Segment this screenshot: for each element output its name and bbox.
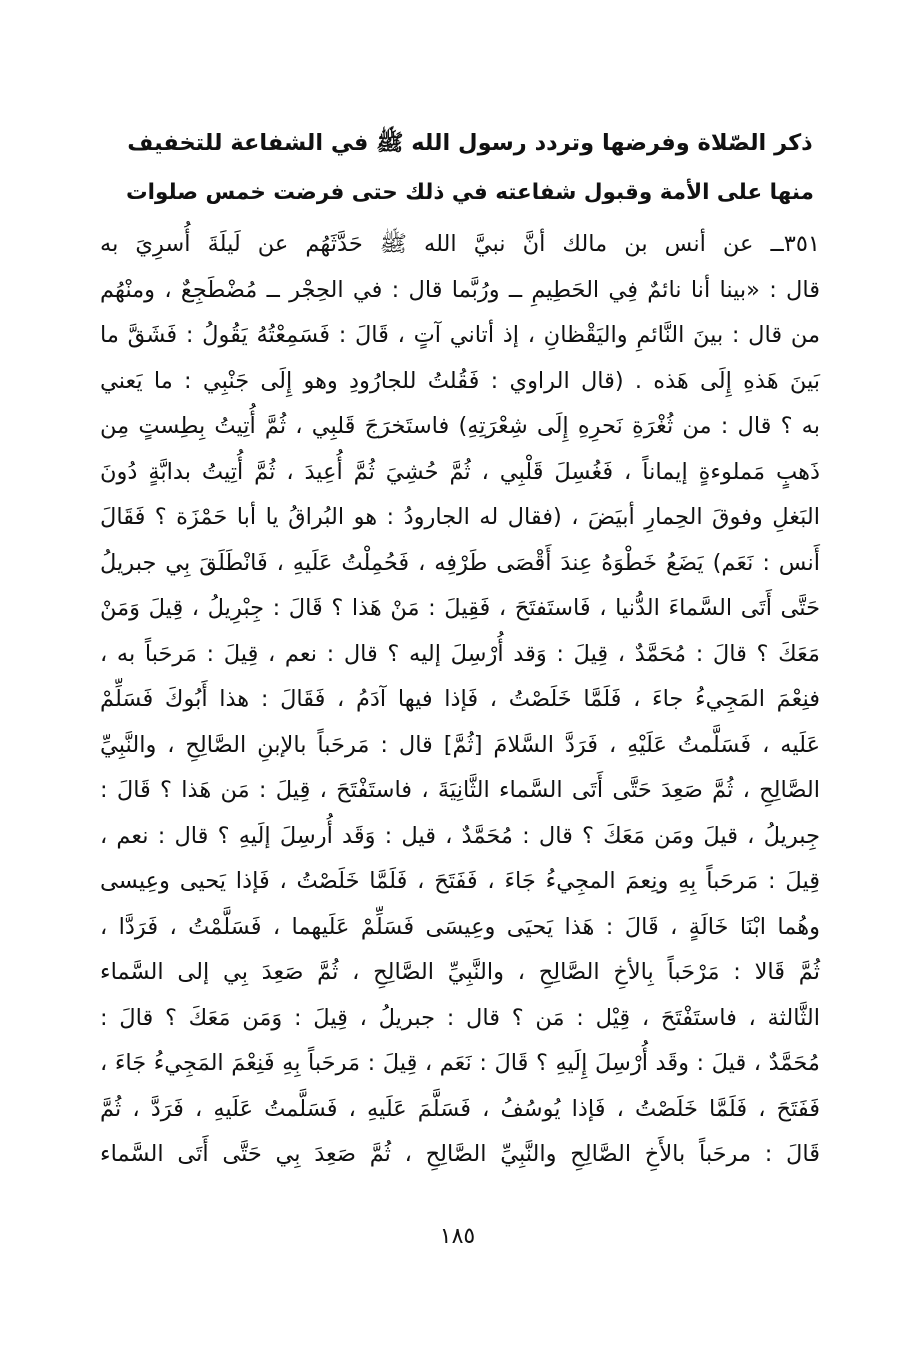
page-number: ١٨٥	[439, 1224, 476, 1249]
text-line: قَالَ : مرحَباً بالأَخِ الصَّالِحِ والنَّبِيِّ الصَّالِحِ ، ثُمَّ صَعِدَ بِي حَتَّى أَتَى السَّماء	[100, 1141, 820, 1167]
text-line: مَعَكَ ؟ قالَ : مُحَمَّدٌ ، قِيلَ : وَقد أُرْسِلَ إليه ؟ قال : نعم ، قِيلَ : مَرحَباً به ،	[100, 640, 820, 667]
text-line: قال : «بينا أنا نائمٌ فِي الحَطِيمِ ــ ورُبَّما قال : في الحِجْر ــ مُضْطَجِعٌ ، ومنْهُم	[100, 276, 820, 303]
text-line: بَينَ هَذهِ إِلَى هَذه . (قال الراوي : فَقُلتُ للجارُودِ وهو إِلَى جَنْبِي : ما يَعني	[100, 367, 820, 394]
text-line: أَنس : نَعَم) يَضَعُ خَطْوَهُ عِندَ أَقْصَى طَرْفِه ، فَحُمِلْتُ عَلَيهِ ، فَانْطَلَقَ بِي جبريلُ	[100, 549, 820, 576]
text-line: الثَّالثة ، فاستَفْتَحَ ، قِيْل : مَن ؟ قال : جبريلُ ، قِيلَ : وَمَن مَعَكَ ؟ قالَ :	[100, 1004, 820, 1031]
hadith-text	[100, 222, 820, 1178]
text-line: به ؟ قال : من ثُغْرَةِ نَحرِهِ إِلَى شِعْرَتِهِ) فاستَخرَجَ قَلبِي ، ثُمَّ أُتِيتُ بِطِستٍ مِن	[100, 413, 820, 439]
text-line: فَفَتَحَ ، فَلَمَّا خَلَصْتُ ، فَإذا يُوسُفُ ، فَسَلَّمَ عَلَيهِ ، فَسَلَّمتُ عَلَيهِ ، فَرَدَّ ، ثُمَّ	[100, 1095, 820, 1122]
heading-line: منها على الأمة وقبول شفاعته في ذلك حتى فرضت خمس صلوات	[126, 180, 814, 205]
text-line: حَتَّى أَتَى السَّماءَ الدُّنيا ، فَاستَفتَحَ ، فَقِيلَ : مَنْ هَذا ؟ قَالَ : جِبْرِيلُ ، قِيلَ وَمَنْ	[100, 595, 820, 621]
text-line: قِيلَ : مَرحَباً بِهِ ونِعمَ المجِيءُ جَاءَ ، فَفَتَحَ ، فَلَمَّا خَلَصْتُ ، فَإذا يَحيى وعِيسى	[100, 868, 820, 894]
text-line: جِبريلُ ، قيلَ ومَن مَعَكَ ؟ قال : مُحَمَّدٌ ، قيل : وَقَد أُرسِلَ إلَيهِ ؟ قال : نعم ،	[100, 822, 820, 849]
text-line: ٣٥١ــ عن أنس بن مالك أنَّ نبيَّ الله ﷺ حَدَّثَهُم عن لَيلَةَ أُسرِيَ به	[100, 231, 820, 257]
text-line: ذَهبٍ مَملوءةٍ إيماناً ، فَغُسِلَ قَلْبِي ، ثُمَّ حُشِيَ ثُمَّ أُعِيدَ ، ثُمَّ أُتِيتُ بدابَّةٍ دُونَ	[100, 458, 820, 485]
text-line: من قال : بينَ النَّائمِ واليَقْظانِ ، إذ أتاني آتٍ ، قَالَ : فَسَمِعْتُهُ يَقُولُ : فَشَقَّ ما	[100, 322, 820, 348]
text-line: مُحَمَّدٌ ، قيلَ : وقَد أُرْسِلَ إِلَيهِ ؟ قَالَ : نَعَم ، قِيلَ : مَرحَباً بِهِ فَنِعْمَ المَجِيءُ جَاءَ ،	[100, 1050, 820, 1076]
text-line: فنِعْمَ المَجِيءُ جاءَ ، فَلَمَّا خَلَصْتُ ، فَإذا فيها آدَمُ ، فَقَالَ : هذا أَبُوكَ فَسَلِّمْ	[100, 686, 820, 712]
chapter-heading	[120, 118, 820, 218]
heading-line: ذكر الصّلاة وفرضها وتردد رسول الله ﷺ في الشفاعة للتخفيف	[127, 130, 813, 156]
text-line: عَلَيه ، فَسَلَّمتُ عَلَيْهِ ، فَرَدَّ السَّلامَ [ثُمَّ] قال : مَرحَباً بالإبنِ الصَّالِحِ ، والنَّبِيِّ	[100, 731, 820, 758]
text-line: الصَّالِحِ ، ثُمَّ صَعِدَ حَتَّى أَتَى السَّماء الثَّانِيَةَ ، فاستَفْتَحَ ، قِيلَ : مَن هَذا ؟ قَالَ :	[100, 777, 820, 803]
text-line: وهُما ابْنَا خَالَةٍ ، قَالَ : هَذا يَحيَى وعِيسَى فَسَلِّمْ عَلَيهما ، فَسَلَّمْتُ ، فَرَدَّا ،	[100, 913, 820, 940]
text-line: ثُمَّ قَالا : مَرْحَباً بِالأخِ الصَّالِحِ ، والنَّبِيِّ الصَّالِحِ ، ثُمَّ صَعِدَ بِي إلى السَّماء	[100, 959, 820, 985]
text-line: البَغلِ وفوقَ الحِمارِ أبيَضَ ، (فقال له الجارودُ : هو البُراقُ يا أبا حَمْزَة ؟ فَقَالَ	[100, 504, 820, 530]
